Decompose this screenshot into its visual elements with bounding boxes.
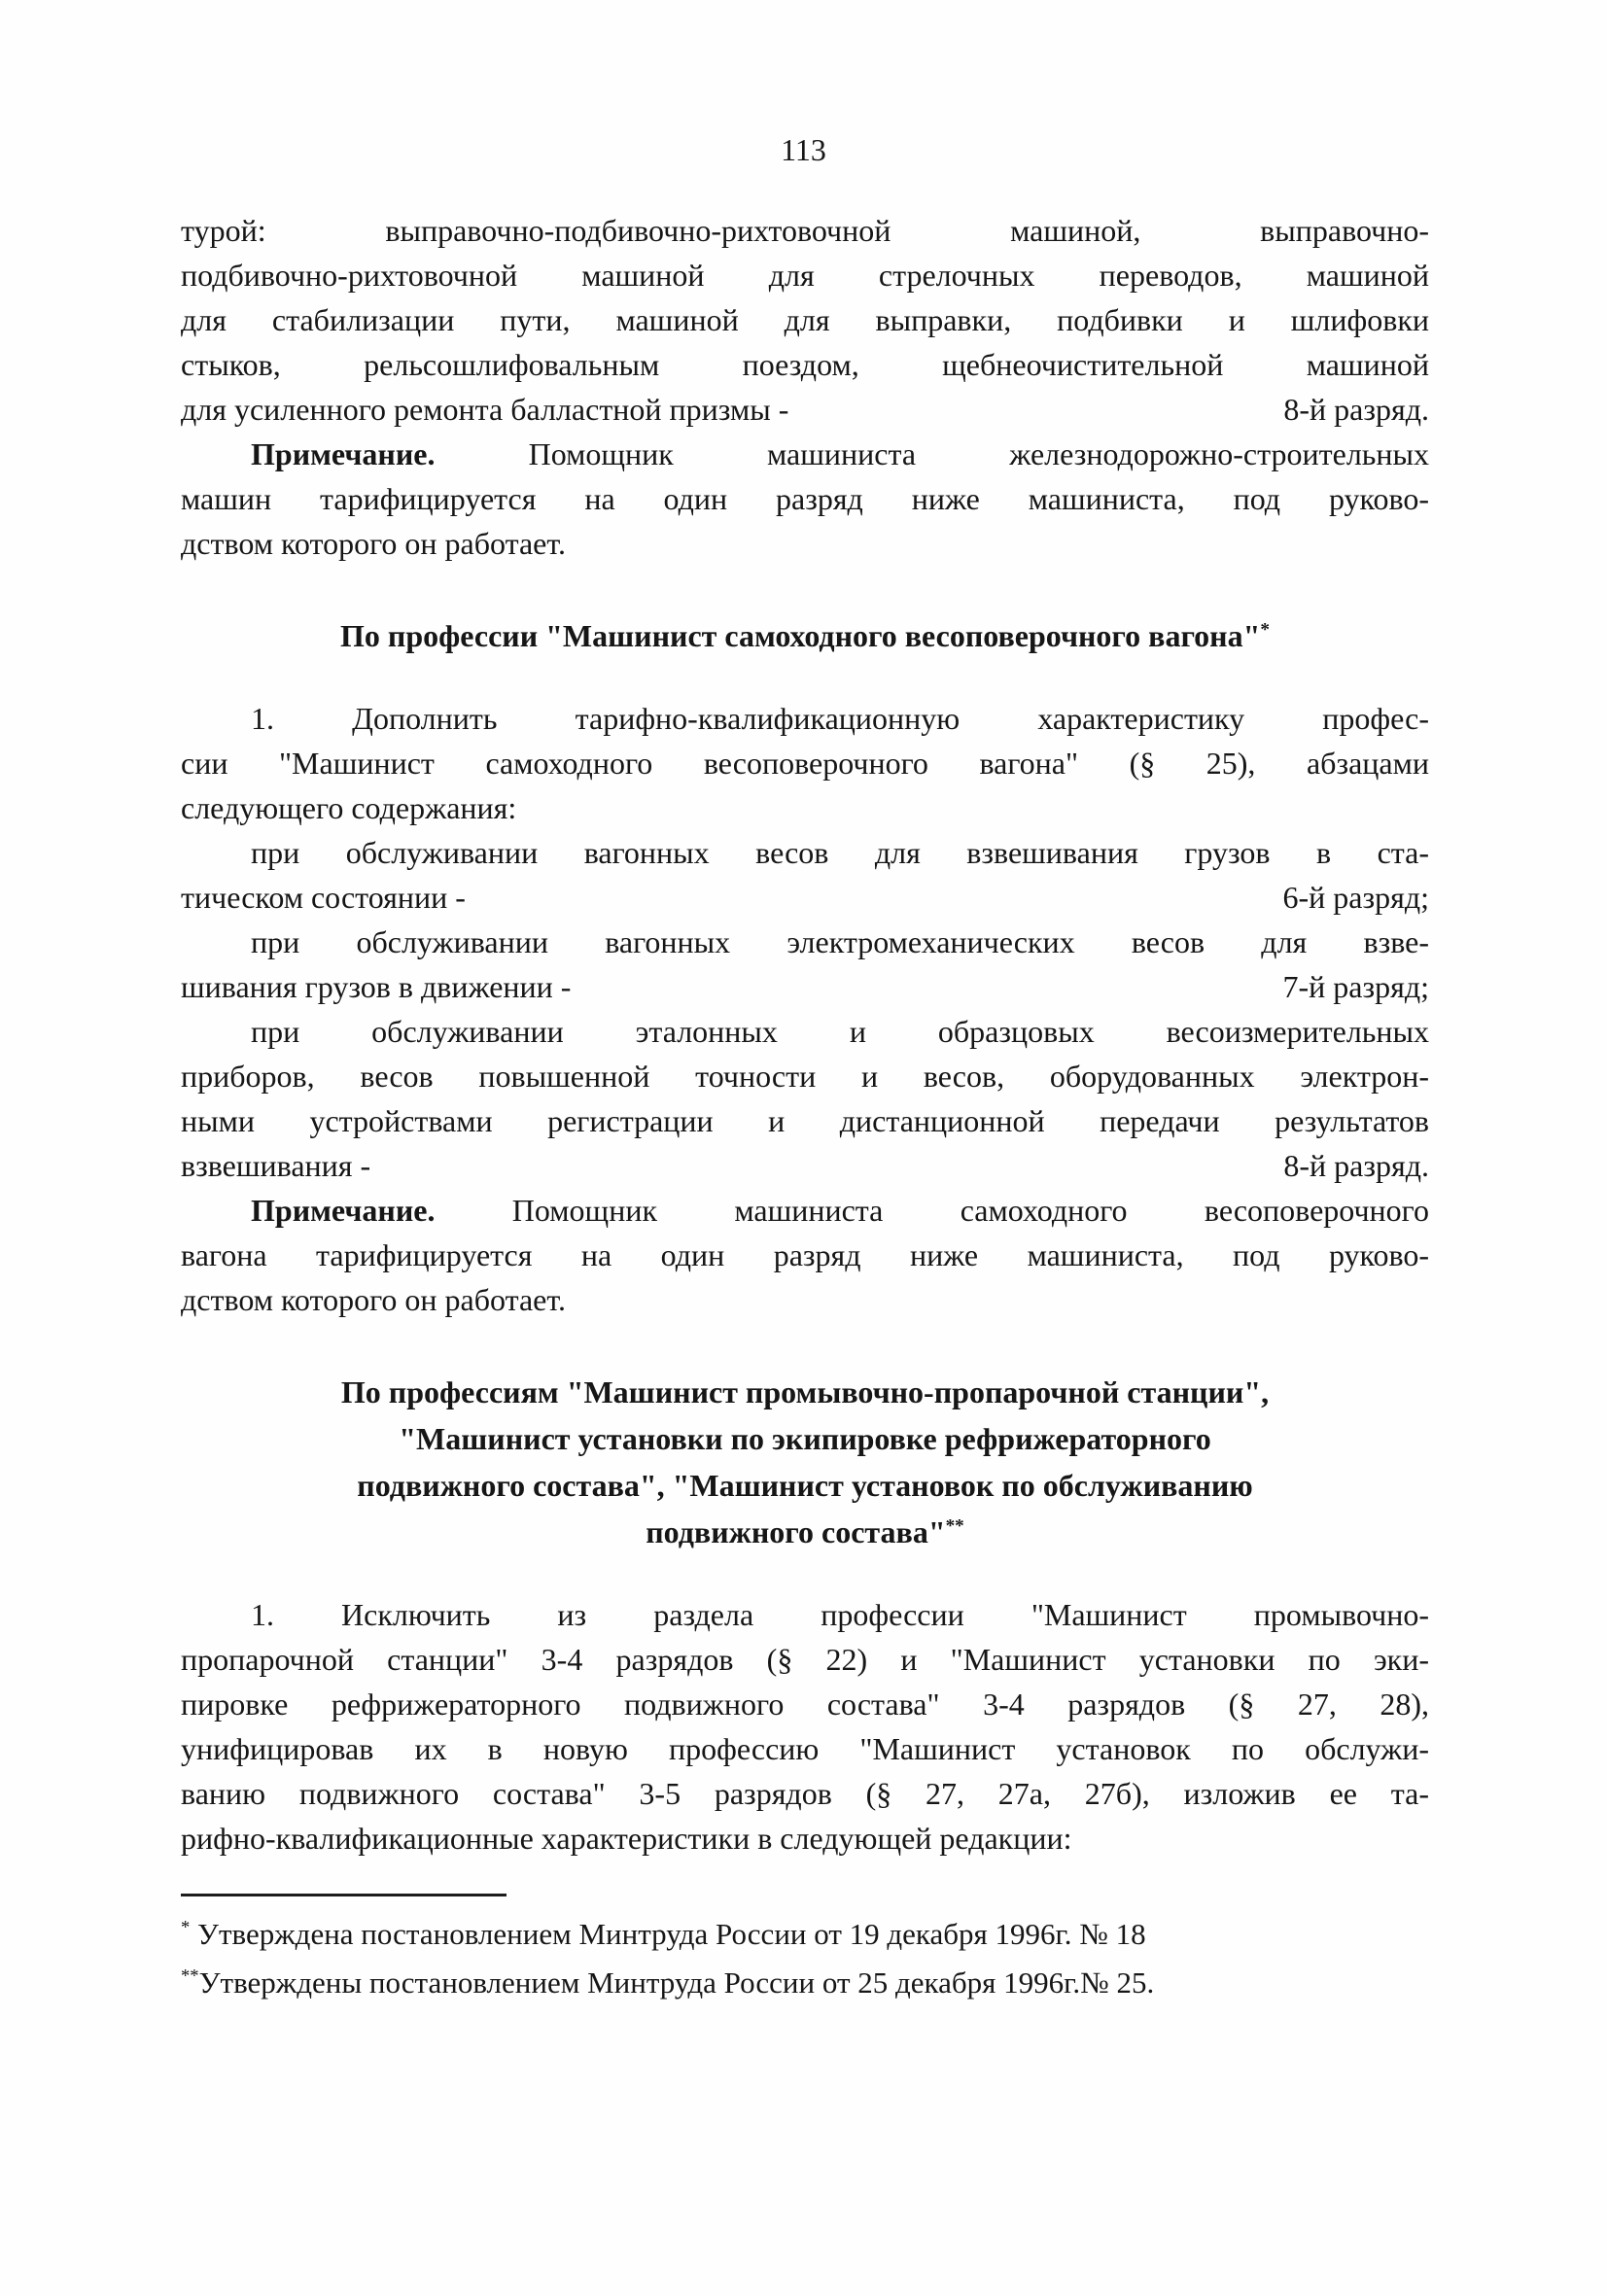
footnote-reference-mark: **: [945, 1515, 964, 1537]
grade-line-text: тическом состоянии -: [181, 880, 466, 915]
grade-line: [181, 1143, 1429, 1188]
footnote-mark: *: [181, 1917, 191, 1938]
text-line: 1. Дополнить тарифно-квалификационную характеристику профес-: [251, 701, 1429, 736]
text-line: стыков, рельсошлифовальным поездом, щебнеочистительной машиной: [181, 347, 1429, 382]
heading-line: [181, 1509, 1429, 1555]
note-paragraph-weighing-wagon: [181, 1188, 1429, 1322]
footnote-separator: [181, 1894, 507, 1896]
note-label: Примечание.: [251, 1193, 436, 1228]
section-heading-weighing-wagon: [181, 612, 1429, 659]
page-number: 113: [781, 132, 826, 167]
text-line: при обслуживании вагонных электромеханических весов для взве-: [251, 924, 1429, 959]
grade-value: 8-й разряд.: [1283, 392, 1429, 427]
paragraph-grade-motion: [181, 920, 1429, 1009]
section-heading-washing-station: [181, 1369, 1429, 1555]
text-line: 1. Исключить из раздела профессии "Машинист промывочно-: [251, 1597, 1429, 1632]
text-line: для стабилизации пути, машиной для выправки, подбивки и шлифовки: [181, 302, 1429, 337]
paragraph-exclude-professions: [181, 1592, 1429, 1861]
text-line: турой: выправочно-подбивочно-рихтовочной машиной, выправочно-: [181, 213, 1429, 248]
text-line: сии "Машинист самоходного весоповерочного вагона" (§ 25), абзацами: [181, 746, 1429, 781]
note-paragraph-rail-machines: [181, 432, 1429, 566]
grade-line: [181, 387, 1429, 432]
heading-line: подвижного состава", "Машинист установок по обслуживанию: [357, 1468, 1253, 1503]
note-text: Помощник машиниста железнодорожно-строительных: [435, 436, 1429, 471]
footnote-decree-1996-25: [181, 1959, 1429, 2007]
paragraph-supplement: [181, 696, 1429, 830]
text-line: пропарочной станции" 3-4 разрядов (§ 22) и "Машинист установки по эки-: [181, 1642, 1429, 1677]
grade-value: 7-й разряд;: [1282, 969, 1429, 1004]
text-line: [181, 1188, 1429, 1233]
text-line: унифицировав их в новую профессию "Машинист установок по обслужи-: [181, 1731, 1429, 1766]
grade-line-text: для усиленного ремонта балластной призмы -: [181, 392, 789, 427]
text-line: рифно-квалификационные характеристики в следующей редакции:: [181, 1821, 1072, 1856]
footnote-text: Утверждены постановлением Минтруда России от 25 декабря 1996г.№ 25.: [198, 1966, 1155, 2000]
continuation-paragraph-track-machines: [181, 208, 1429, 432]
text-line: пировке рефрижераторного подвижного состава" 3-4 разрядов (§ 27, 28),: [181, 1687, 1429, 1722]
grade-value: 6-й разряд;: [1282, 880, 1429, 915]
text-line: вагона тарифицируется на один разряд ниже машиниста, под руково-: [181, 1237, 1429, 1272]
text-line: ными устройствами регистрации и дистанционной передачи результатов: [181, 1103, 1429, 1138]
text-line: ванию подвижного состава" 3-5 разрядов (§ 27, 27а, 27б), изложив ее та-: [181, 1776, 1429, 1811]
text-line: подбивочно-рихтовочной машиной для стрелочных переводов, машиной: [181, 258, 1429, 293]
heading-line: По профессиям "Машинист промывочно-пропарочной станции",: [340, 1374, 1270, 1409]
footnote-mark: **: [181, 1966, 199, 1987]
grade-line-text: взвешивания -: [181, 1148, 371, 1183]
text-line: следующего содержания:: [181, 790, 517, 825]
grade-value: 8-й разряд.: [1283, 1148, 1429, 1183]
text-line: машин тарифицируется на один разряд ниже машиниста, под руково-: [181, 481, 1429, 516]
paragraph-grade-precision: [181, 1009, 1429, 1188]
text-line: при обслуживании вагонных весов для взвешивания грузов в ста-: [251, 835, 1429, 870]
footnotes-section: [181, 1894, 1429, 2007]
note-text: Помощник машиниста самоходного весоповерочного: [435, 1193, 1429, 1228]
grade-line: [181, 875, 1429, 920]
text-line: дством которого он работает.: [181, 526, 566, 561]
grade-line: [181, 964, 1429, 1009]
page-content: [181, 208, 1429, 1861]
heading-line: "Машинист установки по экипировке рефрижераторного: [399, 1421, 1211, 1456]
footnote-reference-mark: *: [1260, 619, 1270, 641]
text-line: приборов, весов повышенной точности и весов, оборудованных электрон-: [181, 1059, 1429, 1094]
paragraph-grade-static: [181, 830, 1429, 920]
note-label: Примечание.: [251, 436, 436, 471]
text-line: [181, 432, 1429, 476]
footnote-decree-1996-18: [181, 1910, 1429, 1959]
heading-text: По профессии "Машинист самоходного весоповерочного вагона": [340, 618, 1261, 653]
text-line: дством которого он работает.: [181, 1282, 566, 1317]
heading-text: подвижного состава": [646, 1514, 946, 1549]
footnote-text: Утверждена постановлением Минтруда России от 19 декабря 1996г. № 18: [190, 1917, 1146, 1951]
grade-line-text: шивания грузов в движении -: [181, 969, 572, 1004]
text-line: при обслуживании эталонных и образцовых весоизмерительных: [251, 1014, 1429, 1049]
